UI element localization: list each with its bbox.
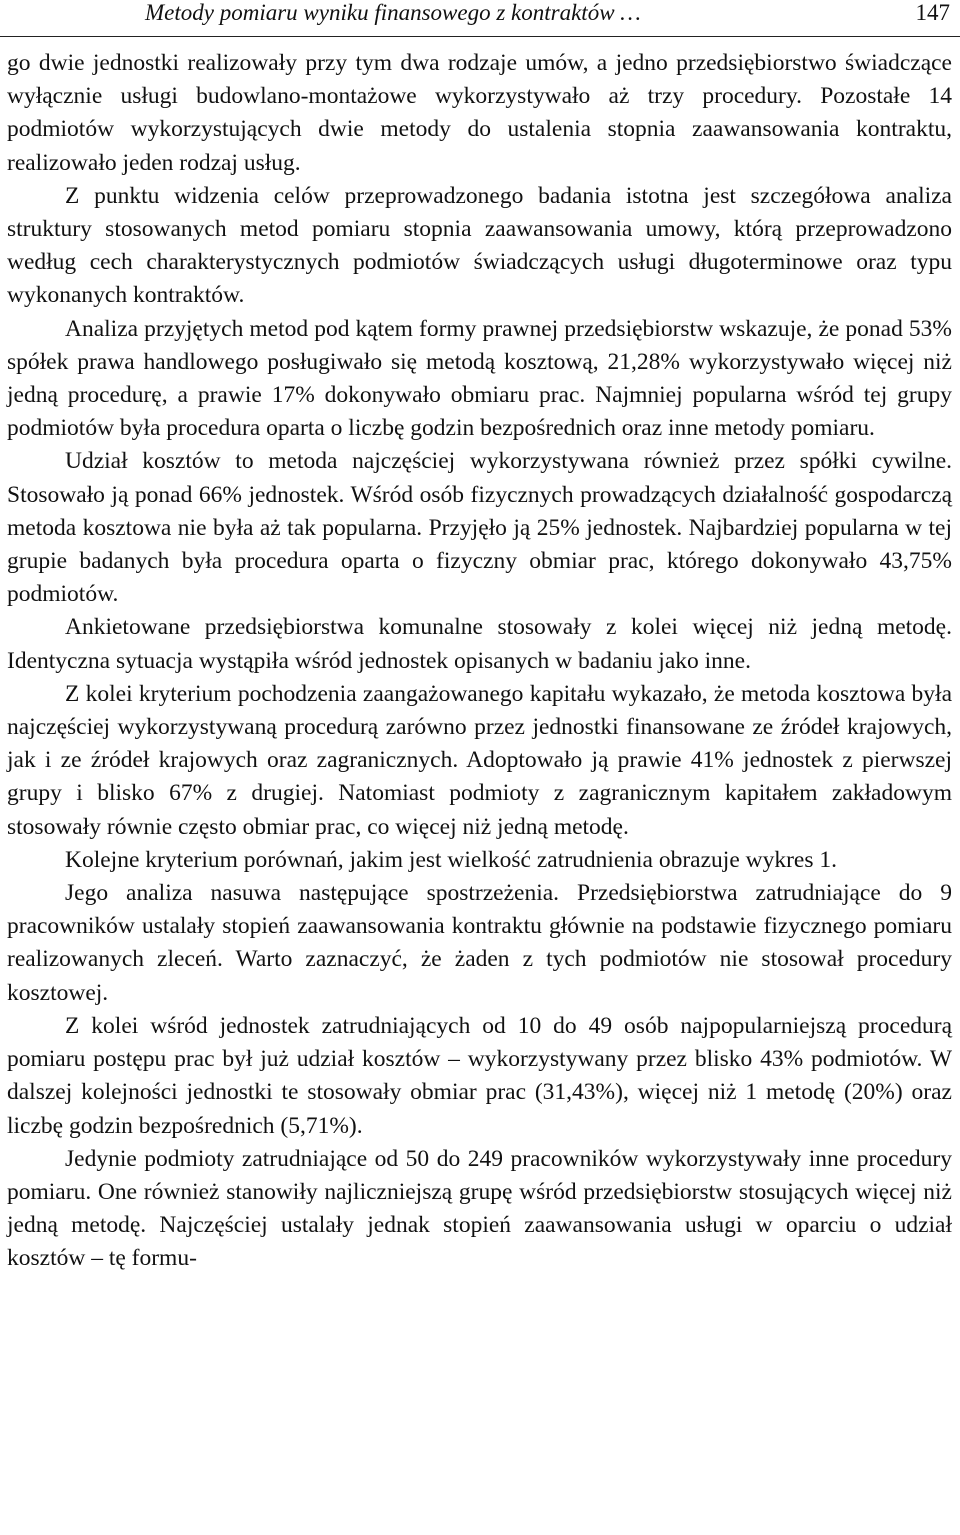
paragraph: Kolejne kryterium porównań, jakim jest wielkość zatrudnienia obrazuje wykres 1. bbox=[65, 846, 838, 873]
paragraph: Analiza przyjętych metod pod kątem formy prawnej przedsiębiorstw wskazuje, że ponad 53% spółek prawa handlowego posługiwało się metodą kosztową, 21,28% wykorzystywało więcej niż jedną procedurę, a prawie 17% dokonywało obmiaru prac. Najmniej popularna wśród tej grupy podmiotów była procedura oparta o liczbę godzin bezpośrednich oraz inne metody pomiaru. bbox=[7, 315, 952, 442]
paragraph: Z punktu widzenia celów przeprowadzonego badania istotna jest szczegółowa analiza struktury stosowanych metod pomiaru stopnia zaawansowania umowy, którą przeprowadzono według cech charakterystycznych podmiotów świadczących usługi długoterminowe oraz typu wykonanych kontraktów. bbox=[7, 182, 952, 309]
paragraph: Ankietowane przedsiębiorstwa komunalne stosowały z kolei więcej niż jedną metodę. Identyczna sytuacja wystąpiła wśród jednostek opisanych w badaniu jako inne. bbox=[7, 614, 952, 674]
paragraph: Jedynie podmioty zatrudniające od 50 do 249 pracowników wykorzystywały inne procedury pomiaru. One również stanowiły najliczniejszą grupę wśród przedsiębiorstw stosujących więcej niż jedną metodę. Najczęściej ustalały jednak stopień zaawansowania usługi w oparciu o udział kosztów – tę formu- bbox=[7, 1145, 952, 1272]
paragraph: Jego analiza nasuwa następujące spostrzeżenia. Przedsiębiorstwa zatrudniające do 9 pracowników ustalały stopień zaawansowania kontraktu głównie na podstawie fizycznego pomiaru realizowanych zleceń. Warto zaznaczyć, że żaden z tych podmiotów nie stosował procedury kosztowej. bbox=[7, 880, 952, 1006]
paragraph: Udział kosztów to metoda najczęściej wykorzystywana również przez spółki cywilne. Stosowało ją ponad 66% jednostek. Wśród osób fizycznych prowadzących działalność gospodarczą metoda kosztowa nie była aż tak popularna. Przyjęło ją 25% jednostek. Najbardziej popularna w tej grupie badanych była procedura oparta o fizyczny obmiar prac, którego dokonywało 43,75% podmiotów. bbox=[7, 448, 952, 608]
running-title: Metody pomiaru wyniku finansowego z kontraktów … bbox=[145, 0, 641, 25]
paragraph: Z kolei kryterium pochodzenia zaangażowanego kapitału wykazało, że metoda kosztowa była najczęściej wykorzystywaną procedurą zarówno przez jednostki finansowane ze źródeł krajowych, jak i ze źródeł krajowych oraz zagranicznych. Adoptowało ją prawie 41% jednostek z pierwszej grupy i blisko 67% z drugiej. Natomiast podmioty z zagranicznym kapitałem zakładowym stosowały równie często obmiar prac, co więcej niż jedną metodę. bbox=[7, 680, 952, 840]
paragraph: Z kolei wśród jednostek zatrudniających od 10 do 49 osób najpopularniejszą procedurą pomiaru postępu prac był już udział kosztów – wykorzystywany przez blisko 43% podmiotów. W dalszej kolejności jednostki te stosowały obmiar prac (31,43%), więcej niż 1 metodę (20%) oraz liczbę godzin bezpośrednich (5,71%). bbox=[7, 1012, 952, 1139]
page-number: 147 bbox=[915, 0, 950, 25]
running-header bbox=[0, 0, 960, 37]
body-text bbox=[7, 47, 952, 1276]
paragraph-continued: go dwie jednostki realizowały przy tym dwa rodzaje umów, a jedno przedsiębiorstwo świadczące wyłącznie usługi budowlano-montażowe wykorzystywało aż trzy procedury. Pozostałe 14 podmiotów wykorzystujących dwie metody do ustalenia stopnia zaawansowania kontraktu, realizowało jeden rodzaj usług. bbox=[7, 50, 952, 176]
